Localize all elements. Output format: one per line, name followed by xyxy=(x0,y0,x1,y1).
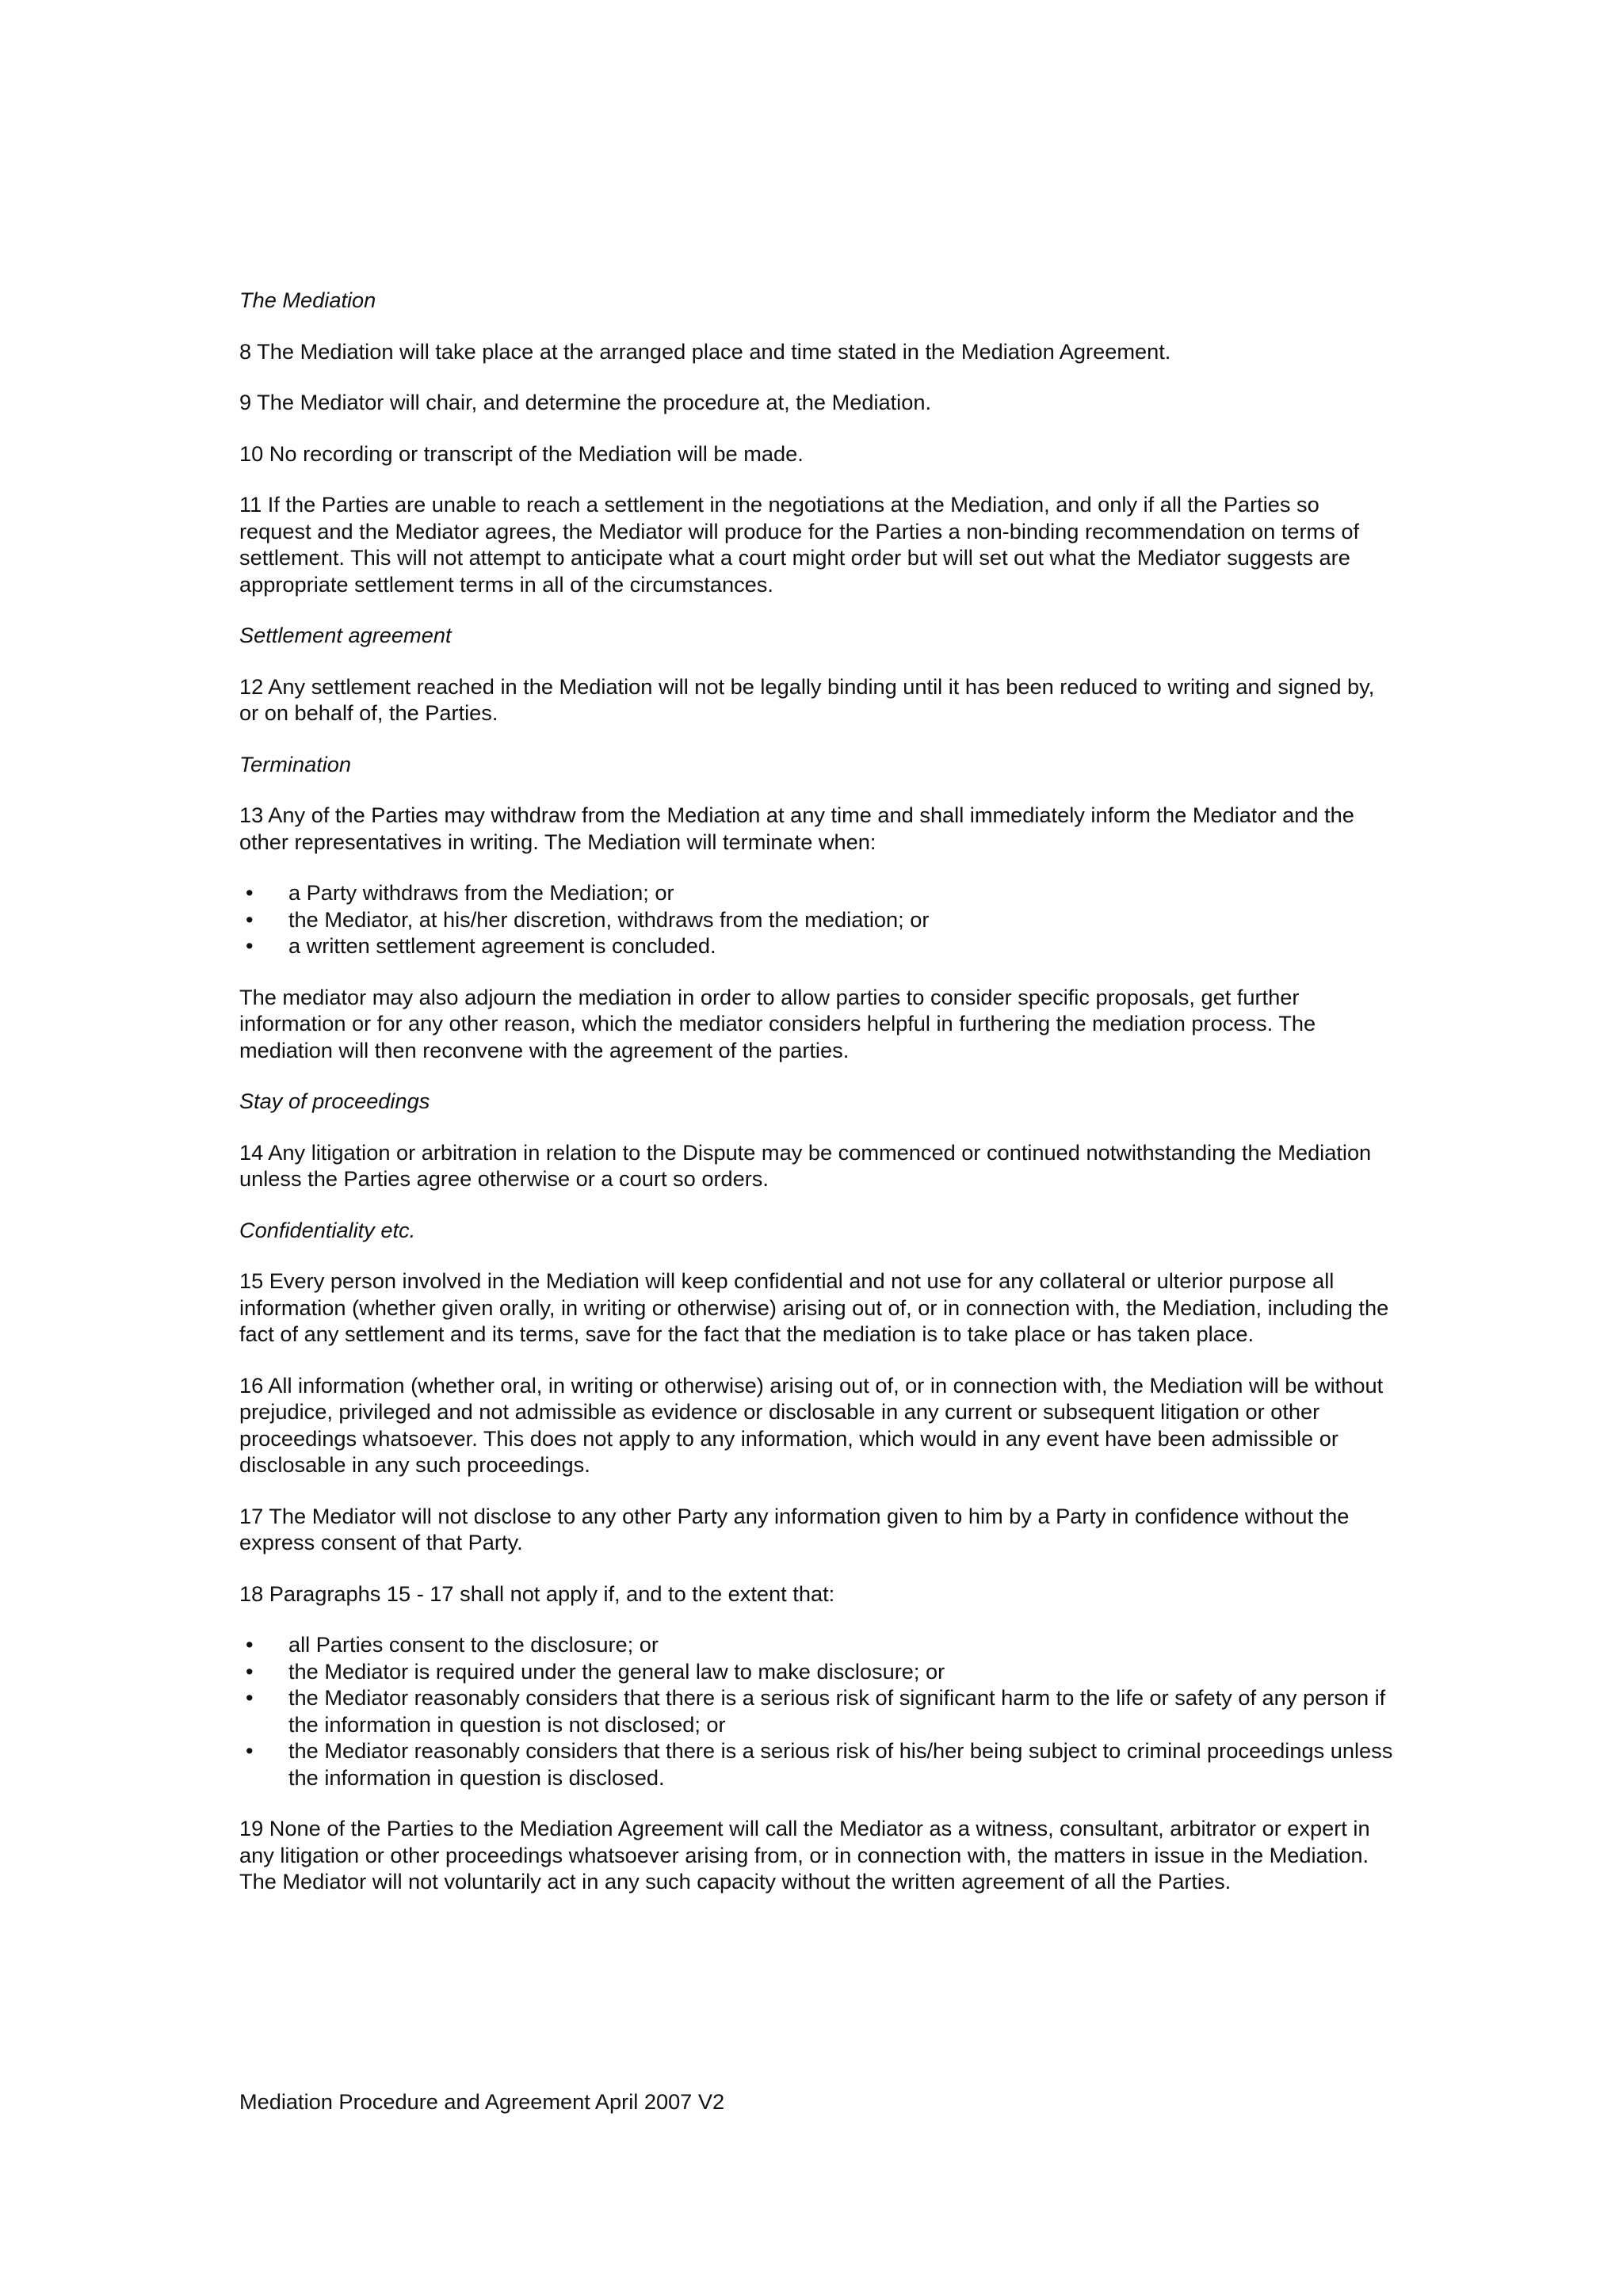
bullet-icon: • xyxy=(246,1632,254,1657)
list-item xyxy=(239,1658,1396,1685)
paragraph-16: 16 All information (whether oral, in writing or otherwise) arising out of, or in connection with, the Mediation will be without prejudice, privileged and not admissible as evidence or disclosable in any current or subsequent litigation or other proceedings whatsoever. This does not apply to any information, which would in any event have been admissible or disclosable in any such proceedings. xyxy=(239,1372,1384,1477)
list-item xyxy=(239,879,1396,906)
bullet-icon: • xyxy=(246,1738,254,1763)
paragraph-14: 14 Any litigation or arbitration in relation to the Dispute may be commenced or continued notwithstanding the Mediation unless the Parties agree otherwise or a court so orders. xyxy=(239,1139,1372,1191)
paragraph-15: 15 Every person involved in the Mediation will keep confidential and not use for any collateral or ulterior purpose all information (whether given orally, in writing or otherwise) arising out of, or in connection with, the Mediation, including the fact of any settlement and its terms, save for the fact that the mediation is to take place or has taken place. xyxy=(239,1268,1389,1346)
paragraph-adjourn: The mediator may also adjourn the mediation in order to allow parties to consider specific proposals, get further information or for any other reason, which the mediator considers helpful in furthering the mediation process. The mediation will then reconvene with the agreement of the parties. xyxy=(239,984,1316,1062)
list-item xyxy=(239,1737,1396,1791)
section-heading-stay-of-proceedings: Stay of proceedings xyxy=(239,1089,430,1113)
list-item-text: a written settlement agreement is concluded. xyxy=(288,933,716,958)
paragraph-13: 13 Any of the Parties may withdraw from the Mediation at any time and shall immediately inform the Mediator and the other representatives in writing. The Mediation will terminate when: xyxy=(239,803,1354,854)
list-item xyxy=(239,1684,1396,1737)
section-heading-settlement-agreement: Settlement agreement xyxy=(239,623,452,647)
list-item-text: the Mediator is required under the general law to make disclosure; or xyxy=(288,1658,945,1684)
bullet-icon: • xyxy=(246,933,254,958)
list-item-text: all Parties consent to the disclosure; or xyxy=(288,1632,659,1657)
paragraph-12: 12 Any settlement reached in the Mediation will not be legally binding until it has been reduced to writing and signed by, or on behalf of, the Parties. xyxy=(239,673,1375,725)
section-heading-termination: Termination xyxy=(239,751,352,776)
confidentiality-exceptions-list xyxy=(239,1631,1396,1791)
list-item-text: a Party withdraws from the Mediation; or xyxy=(288,880,674,905)
paragraph-19: 19 None of the Parties to the Mediation Agreement will call the Mediator as a witness, consultant, arbitrator or expert in any litigation or other proceedings whatsoever arising from, or in connection with, the matters in issue in the Mediation. The Mediator will not voluntarily act in any such capacity without the written agreement of all the Parties. xyxy=(239,1816,1370,1894)
paragraph-17: 17 The Mediator will not disclose to any other Party any information given to him by a Party in confidence without the express consent of that Party. xyxy=(239,1503,1350,1554)
list-item-text: the Mediator, at his/her discretion, withdraws from the mediation; or xyxy=(288,906,930,932)
paragraph-18: 18 Paragraphs 15 - 17 shall not apply if, and to the extent that: xyxy=(239,1581,835,1606)
document-body xyxy=(239,287,1396,1920)
bullet-icon: • xyxy=(246,880,254,905)
bullet-icon: • xyxy=(246,1658,254,1684)
list-item-text: the Mediator reasonably considers that there is a serious risk of his/her being subject to criminal proceedings unless the information in question is disclosed. xyxy=(288,1738,1393,1790)
list-item xyxy=(239,933,1396,959)
list-item-text: the Mediator reasonably considers that there is a serious risk of significant harm to the life or safety of any person if the information in question is not disclosed; or xyxy=(288,1685,1386,1737)
termination-bullet-list xyxy=(239,879,1396,959)
section-heading-the-mediation: The Mediation xyxy=(239,288,376,312)
page-footer: Mediation Procedure and Agreement April 2007 V2 xyxy=(239,2089,725,2114)
paragraph-8: 8 The Mediation will take place at the arranged place and time stated in the Mediation Agreement. xyxy=(239,338,1171,364)
paragraph-11: 11 If the Parties are unable to reach a settlement in the negotiations at the Mediation, and only if all the Parties so request and the Mediator agrees, the Mediator will produce for the Parties a non-binding recommendation on terms of settlement. This will not attempt to anticipate what a court might order but will set out what the Mediator suggests are appropriate settlement terms in all of the circumstances. xyxy=(239,492,1360,597)
section-heading-confidentiality: Confidentiality etc. xyxy=(239,1217,416,1242)
bullet-icon: • xyxy=(246,906,254,932)
list-item xyxy=(239,1631,1396,1658)
paragraph-9: 9 The Mediator will chair, and determine the procedure at, the Mediation. xyxy=(239,390,932,414)
list-item xyxy=(239,906,1396,933)
paragraph-10: 10 No recording or transcript of the Mediation will be made. xyxy=(239,441,804,466)
bullet-icon: • xyxy=(246,1685,254,1710)
